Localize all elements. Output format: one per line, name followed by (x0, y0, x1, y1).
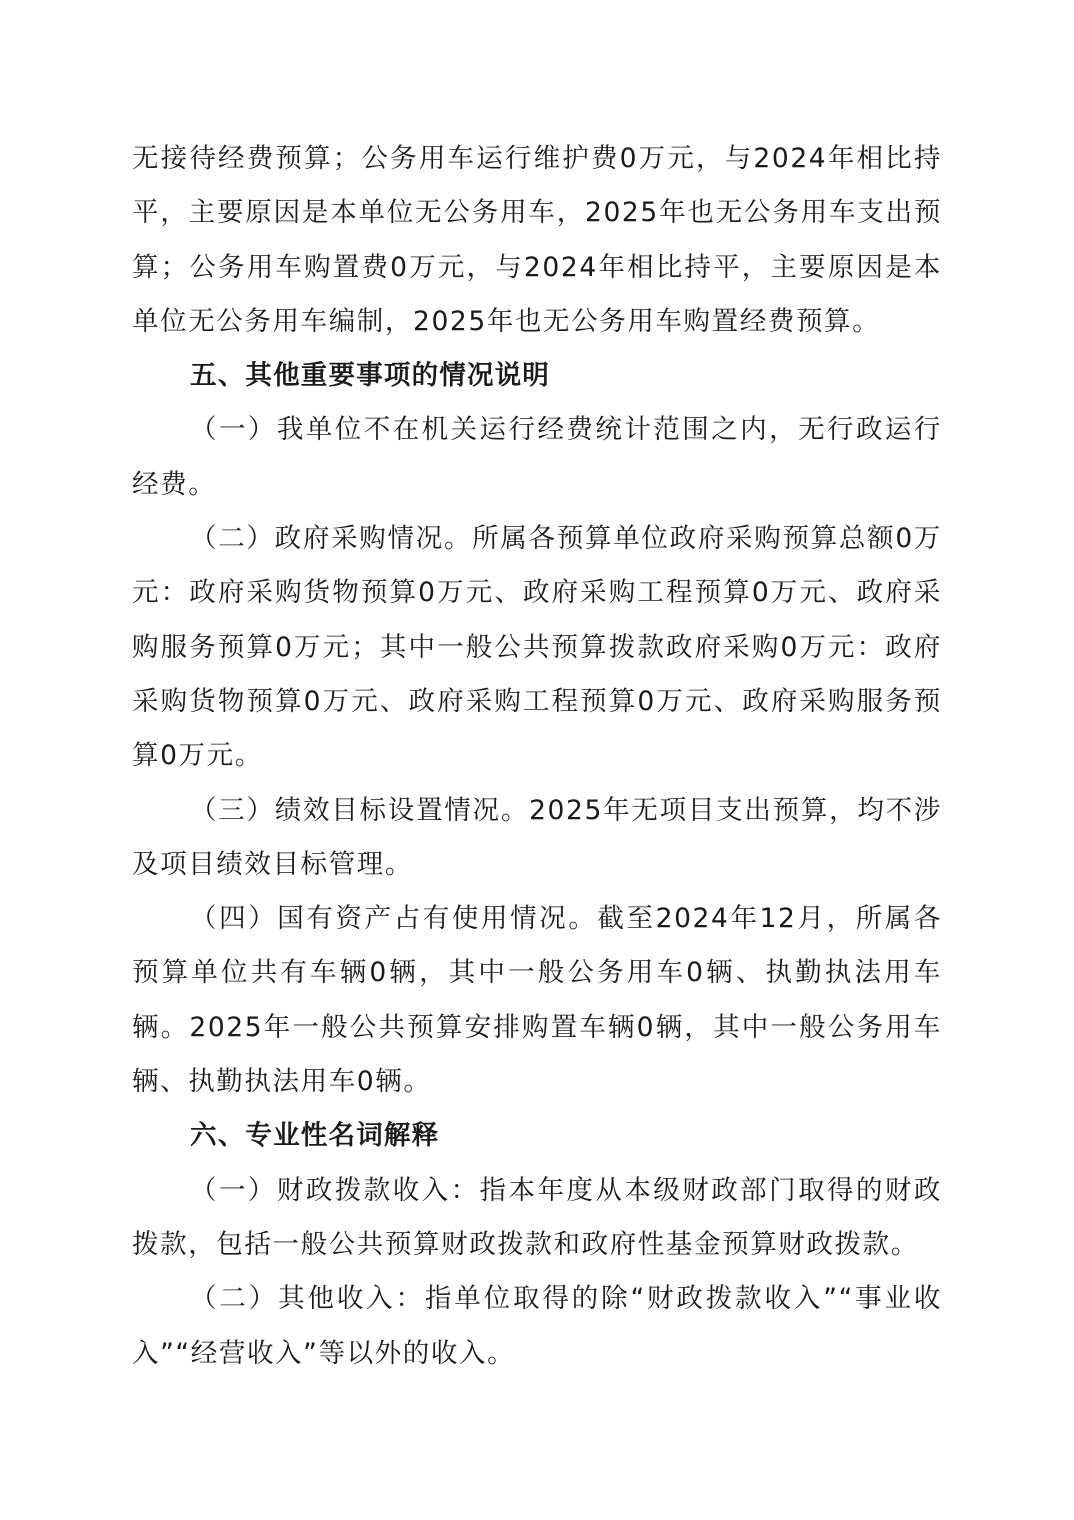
paragraph-fiscal-income-definition: （一）财政拨款收入：指本年度从本级财政部门取得的财政拨款，包括一般公共预算财政拨款和政府性基金预算财政拨款。 (132, 1174, 942, 1260)
paragraph-operating-funds: （一）我单位不在机关运行经费统计范围之内，无行政运行经费。 (132, 414, 942, 500)
paragraph-other-income-definition: （二）其他收入：指单位取得的除“财政拨款收入”“事业收入”“经营收入”等以外的收入。 (132, 1283, 942, 1369)
paragraph-performance-goals: （三）绩效目标设置情况。2025年无项目支出预算，均不涉及项目绩效目标管理。 (132, 794, 942, 880)
document-page (132, 132, 942, 1381)
paragraph-government-procurement: （二）政府采购情况。所属各预算单位政府采购预算总额0万元：政府采购货物预算0万元、政府采购工程预算0万元、政府采购服务预算0万元；其中一般公共预算拨款政府采购0万元：政府采购货物预算0万元、政府采购工程预算0万元、政府采购服务预算0万元。 (132, 523, 942, 772)
paragraph-state-assets: （四）国有资产占有使用情况。截至2024年12月，所属各预算单位共有车辆0辆，其中一般公务用车0辆、执勤执法用车辆。2025年一般公共预算安排购置车辆0辆，其中一般公务用车辆、执勤执法用车0辆。 (132, 903, 942, 1098)
section-heading-other-matters: 五、其他重要事项的情况说明 (190, 360, 551, 392)
paragraph-vehicle-expenses: 无接待经费预算；公务用车运行维护费0万元，与2024年相比持平，主要原因是本单位无公务用车，2025年也无公务用车支出预算；公务用车购置费0万元，与2024年相比持平，主要原因是本单位无公务用车编制，2025年也无公务用车购置经费预算。 (132, 143, 942, 337)
section-heading-terminology: 六、专业性名词解释 (190, 1120, 440, 1152)
